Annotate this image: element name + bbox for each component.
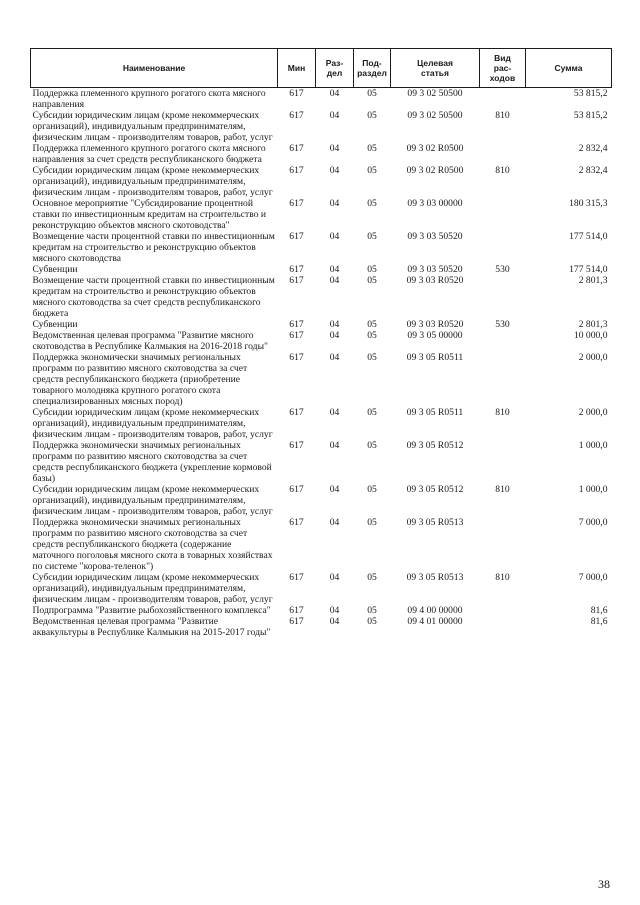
table-row <box>31 110 612 143</box>
cell-target-article: 09 3 03 R0520 <box>406 275 464 286</box>
header-min: Мин <box>278 49 316 88</box>
cell-sum: 1 000,0 <box>578 484 608 495</box>
cell-name: Субсидии юридическим лицам (кроме некоммерческих организаций), индивидуальным предпринимателям, физическим лицам - производителям товаров, работ, услуг <box>32 572 273 605</box>
cell-sum: 2 801,3 <box>578 319 608 330</box>
cell-sum: 2 832,4 <box>578 165 608 176</box>
cell-target-article: 09 3 02 50500 <box>407 110 463 121</box>
cell-min: 617 <box>289 88 304 99</box>
cell-podrazdel: 05 <box>367 275 377 286</box>
cell-name: Основное мероприятие "Субсидирование процентной ставки по инвестиционным кредитам на строительство и реконструкцию объектов мясного скотоводства" <box>32 198 267 231</box>
cell-podrazdel: 05 <box>367 605 377 616</box>
cell-target-article: 09 3 05 00000 <box>407 330 463 341</box>
table-row <box>31 198 612 231</box>
cell-podrazdel: 05 <box>367 352 377 363</box>
cell-sum: 10 000,0 <box>573 330 608 341</box>
cell-min: 617 <box>289 110 304 121</box>
cell-min: 617 <box>289 616 304 627</box>
cell-name: Субсидии юридическим лицам (кроме некоммерческих организаций), индивидуальным предпринимателям, физическим лицам - производителям товаров, работ, услуг <box>32 407 273 440</box>
cell-razdel: 04 <box>329 440 340 451</box>
cell-sum: 177 514,0 <box>569 231 608 242</box>
cell-target-article: 09 3 02 50500 <box>407 88 463 99</box>
cell-min: 617 <box>289 407 304 418</box>
cell-podrazdel: 05 <box>367 440 377 451</box>
cell-podrazdel: 05 <box>367 616 377 627</box>
cell-name: Ведомственная целевая программа "Развитие мясного скотоводства в Республике Калмыкия на 2016-2018 годы" <box>32 330 268 352</box>
table-row <box>31 572 612 605</box>
cell-podrazdel: 05 <box>367 88 377 99</box>
header-expense-type: Вид рас- ходов <box>480 49 526 88</box>
cell-name: Субвенции <box>32 319 78 330</box>
cell-name: Поддержка племенного крупного рогатого скота мясного направления <box>32 88 266 110</box>
cell-sum: 7 000,0 <box>578 517 608 528</box>
cell-razdel: 04 <box>329 275 340 286</box>
header-target-article: Целевая статья <box>391 49 480 88</box>
cell-razdel: 04 <box>329 231 340 242</box>
cell-min: 617 <box>289 605 304 616</box>
table-row <box>31 605 612 616</box>
cell-target-article: 09 3 05 R0513 <box>406 517 464 528</box>
cell-min: 617 <box>289 330 304 341</box>
cell-min: 617 <box>289 165 304 176</box>
cell-name: Субсидии юридическим лицам (кроме некоммерческих организаций), индивидуальным предпринимателям, физическим лицам - производителям товаров, работ, услуг <box>32 165 273 198</box>
table-row <box>31 517 612 572</box>
table-row <box>31 88 612 111</box>
cell-expense-type <box>480 198 526 231</box>
cell-expense-type: 810 <box>495 572 510 583</box>
table-row <box>31 275 612 319</box>
cell-expense-type: 810 <box>495 165 510 176</box>
cell-podrazdel: 05 <box>367 143 377 154</box>
cell-name: Подпрограмма "Развитие рыбохозяйственного комплекса" <box>32 605 271 616</box>
cell-expense-type <box>480 440 526 484</box>
budget-document-page <box>30 48 611 638</box>
table-row <box>31 319 612 330</box>
header-podrazdel: Под- раздел <box>354 49 391 88</box>
cell-name: Возмещение части процентной ставки по инвестиционным кредитам на строительство и реконструкцию объектов мясного скотоводства за счет средств республиканского бюджета <box>32 275 275 319</box>
cell-razdel: 04 <box>329 110 340 121</box>
cell-expense-type <box>480 275 526 319</box>
cell-min: 617 <box>289 484 304 495</box>
cell-name: Ведомственная целевая программа "Развитие аквакультуры в Республике Калмыкия на 2015-2017 годы" <box>32 616 271 638</box>
cell-razdel: 04 <box>329 572 340 583</box>
cell-min: 617 <box>289 319 304 330</box>
cell-sum: 2 000,0 <box>578 407 608 418</box>
cell-sum: 81,6 <box>590 616 608 627</box>
cell-target-article: 09 3 03 R0520 <box>406 319 464 330</box>
cell-name: Поддержка экономически значимых региональных программ по развитию мясного скотоводства за счет средств республиканского бюджета (приобретение товарного молодняка крупного рогатого скота специализированных мясных пород) <box>32 352 248 407</box>
cell-min: 617 <box>289 352 304 363</box>
cell-target-article: 09 3 05 R0512 <box>406 484 464 495</box>
cell-razdel: 04 <box>329 407 340 418</box>
cell-target-article: 09 4 00 00000 <box>407 605 463 616</box>
cell-razdel: 04 <box>329 319 340 330</box>
cell-target-article: 09 3 05 R0511 <box>406 407 464 418</box>
cell-razdel: 04 <box>329 143 340 154</box>
cell-target-article: 09 3 05 R0513 <box>406 572 464 583</box>
cell-min: 617 <box>289 572 304 583</box>
cell-min: 617 <box>289 517 304 528</box>
cell-sum: 2 000,0 <box>578 352 608 363</box>
cell-target-article: 09 3 03 50520 <box>407 264 463 275</box>
cell-razdel: 04 <box>329 605 340 616</box>
header-sum: Сумма <box>526 49 612 88</box>
cell-expense-type <box>480 352 526 407</box>
cell-target-article: 09 4 01 00000 <box>407 616 463 627</box>
cell-name: Субвенции <box>32 264 78 275</box>
cell-podrazdel: 05 <box>367 484 377 495</box>
cell-name: Субсидии юридическим лицам (кроме некоммерческих организаций), индивидуальным предпринимателям, физическим лицам - производителям товаров, работ, услуг <box>32 110 273 143</box>
cell-min: 617 <box>289 198 304 209</box>
cell-expense-type <box>480 605 526 616</box>
cell-sum: 53 815,2 <box>573 110 608 121</box>
cell-sum: 2 832,4 <box>578 143 608 154</box>
cell-sum: 53 815,2 <box>573 88 608 99</box>
table-row <box>31 165 612 198</box>
table-row <box>31 484 612 517</box>
cell-razdel: 04 <box>329 88 340 99</box>
cell-expense-type <box>480 143 526 165</box>
cell-target-article: 09 3 05 R0512 <box>406 440 464 451</box>
cell-target-article: 09 3 03 50520 <box>407 231 463 242</box>
cell-expense-type <box>480 330 526 352</box>
cell-expense-type: 810 <box>495 110 510 121</box>
cell-razdel: 04 <box>329 484 340 495</box>
table-row <box>31 143 612 165</box>
cell-podrazdel: 05 <box>367 231 377 242</box>
cell-expense-type: 810 <box>495 484 510 495</box>
cell-target-article: 09 3 02 R0500 <box>406 143 464 154</box>
cell-min: 617 <box>289 231 304 242</box>
cell-sum: 7 000,0 <box>578 572 608 583</box>
cell-sum: 177 514,0 <box>569 264 608 275</box>
cell-min: 617 <box>289 143 304 154</box>
cell-expense-type: 530 <box>495 319 510 330</box>
cell-podrazdel: 05 <box>367 165 377 176</box>
table-row <box>31 231 612 264</box>
cell-sum: 81,6 <box>590 605 608 616</box>
cell-podrazdel: 05 <box>367 572 377 583</box>
cell-name: Поддержка экономически значимых региональных программ по развитию мясного скотоводства за счет средств республиканского бюджета (содержание маточного поголовья мясного скота в товарных хозяйствах по системе "корова-теленок") <box>32 517 273 572</box>
cell-min: 617 <box>289 440 304 451</box>
cell-name: Возмещение части процентной ставки по инвестиционным кредитам на строительство и реконструкцию объектов мясного скотоводства <box>32 231 275 264</box>
cell-min: 617 <box>289 264 304 275</box>
cell-podrazdel: 05 <box>367 319 377 330</box>
header-razdel: Раз- дел <box>316 49 354 88</box>
cell-expense-type: 810 <box>495 407 510 418</box>
table-row <box>31 616 612 638</box>
cell-name: Субсидии юридическим лицам (кроме некоммерческих организаций), индивидуальным предпринимателям, физическим лицам - производителям товаров, работ, услуг <box>32 484 273 517</box>
cell-podrazdel: 05 <box>367 264 377 275</box>
table-row <box>31 330 612 352</box>
cell-razdel: 04 <box>329 616 340 627</box>
header-name: Наименование <box>31 49 278 88</box>
table-header <box>31 49 612 88</box>
cell-expense-type <box>480 231 526 264</box>
cell-razdel: 04 <box>329 198 340 209</box>
cell-razdel: 04 <box>329 264 340 275</box>
cell-name: Поддержка экономически значимых региональных программ по развитию мясного скотоводства за счет средств республиканского бюджета (укрепление кормовой базы) <box>32 440 272 484</box>
cell-expense-type <box>480 88 526 111</box>
table-body <box>31 88 612 639</box>
table-row <box>31 264 612 275</box>
cell-podrazdel: 05 <box>367 330 377 341</box>
cell-podrazdel: 05 <box>367 110 377 121</box>
page-number: 38 <box>598 877 610 891</box>
cell-expense-type <box>480 616 526 638</box>
budget-table <box>30 48 612 638</box>
cell-sum: 180 315,3 <box>569 198 608 209</box>
cell-razdel: 04 <box>329 330 340 341</box>
cell-name: Поддержка племенного крупного рогатого скота мясного направления за счет средств республиканского бюджета <box>32 143 266 165</box>
cell-razdel: 04 <box>329 352 340 363</box>
cell-razdel: 04 <box>329 165 340 176</box>
table-row <box>31 352 612 407</box>
table-row <box>31 440 612 484</box>
cell-target-article: 09 3 05 R0511 <box>406 352 464 363</box>
cell-podrazdel: 05 <box>367 517 377 528</box>
cell-podrazdel: 05 <box>367 407 377 418</box>
cell-podrazdel: 05 <box>367 198 377 209</box>
cell-expense-type <box>480 517 526 572</box>
cell-sum: 1 000,0 <box>578 440 608 451</box>
cell-target-article: 09 3 02 R0500 <box>406 165 464 176</box>
cell-razdel: 04 <box>329 517 340 528</box>
cell-sum: 2 801,3 <box>578 275 608 286</box>
cell-target-article: 09 3 03 00000 <box>407 198 463 209</box>
table-row <box>31 407 612 440</box>
cell-min: 617 <box>289 275 304 286</box>
cell-expense-type: 530 <box>495 264 510 275</box>
